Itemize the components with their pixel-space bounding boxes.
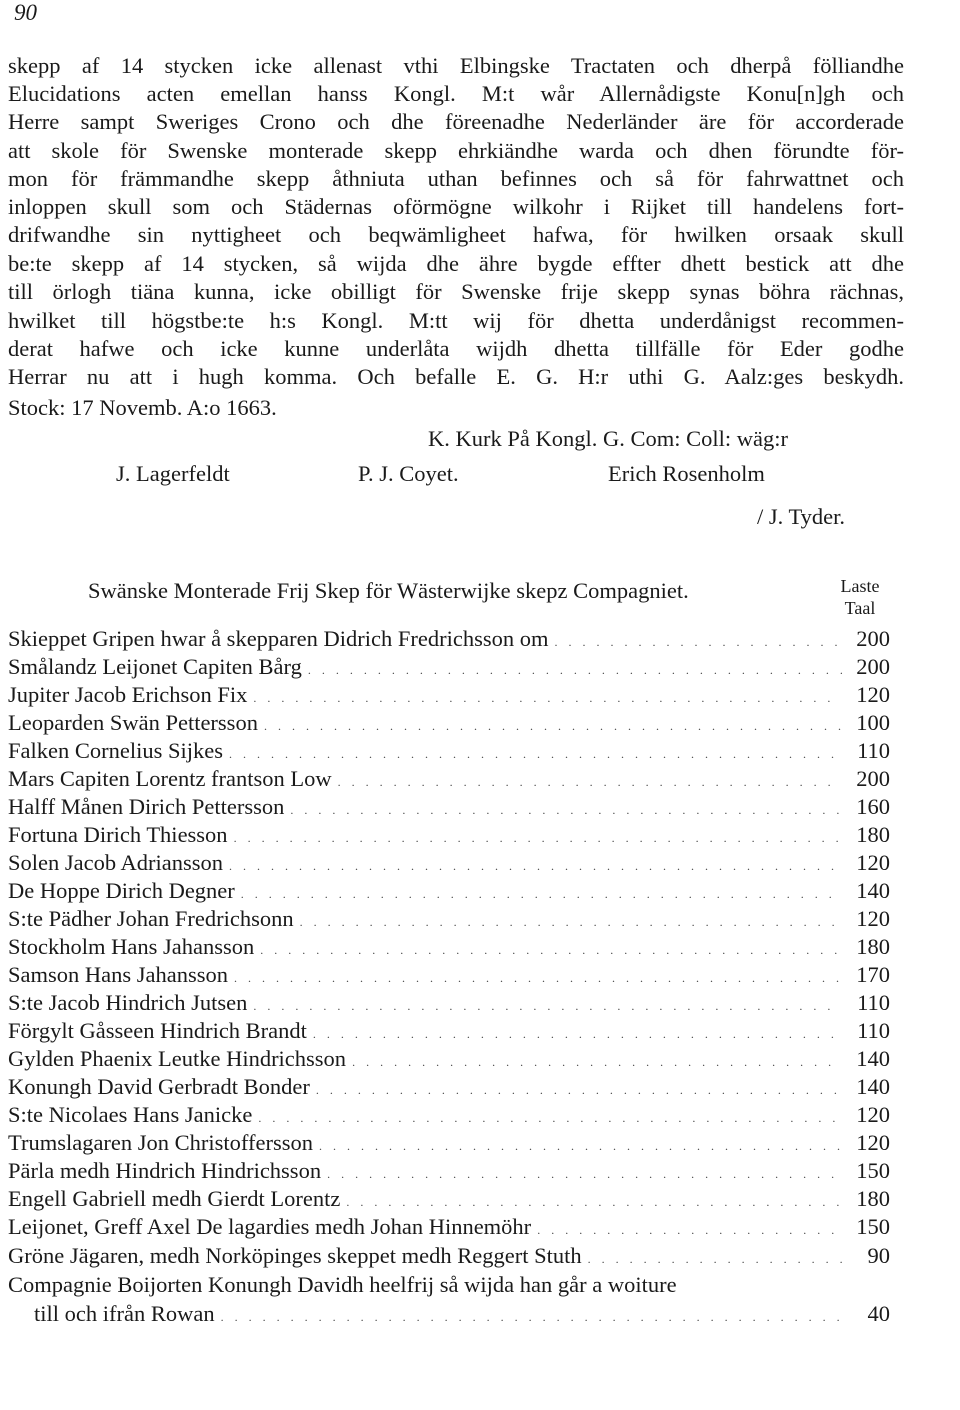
page-number: 90 <box>14 0 37 25</box>
letter-line: mon för främmandhe skepp åthniuta uthan befinnes och så för fahrwattnet och <box>8 166 904 191</box>
ship-name: Gylden Phaenix Leutke Hindrichsson <box>8 1046 347 1071</box>
laste-value: 40 <box>867 1301 890 1326</box>
leader-dots <box>319 1132 842 1160</box>
list-item <box>8 905 890 933</box>
letter-line: skepp af 14 stycken icke allenast vthi Elbingske Tractaten och dherpå fölliandhe <box>8 53 904 78</box>
leader-dots <box>290 796 842 824</box>
leader-dots <box>327 1160 842 1188</box>
laste-value: 200 <box>856 766 890 791</box>
ship-name: Stockholm Hans Jahansson <box>8 934 255 959</box>
leader-dots <box>300 908 842 936</box>
ship-name: Samson Hans Jahansson <box>8 962 228 987</box>
ship-name: Leijonet, Greff Axel De lagardies medh Johan Hinnemöhr <box>8 1214 532 1239</box>
leader-dots <box>229 740 842 768</box>
ship-name: Solen Jacob Adriansson <box>8 850 223 875</box>
list-item <box>8 989 890 1017</box>
laste-value: 110 <box>857 1018 890 1043</box>
dateline: Stock: 17 Novemb. A:o 1663. <box>8 395 277 420</box>
list-item <box>34 1300 890 1328</box>
list-item <box>8 1213 890 1241</box>
list-item <box>8 1157 890 1185</box>
list-item <box>8 1073 890 1101</box>
ship-name: De Hoppe Dirich Degner <box>8 878 235 903</box>
signature-coyet: P. J. Coyet. <box>358 461 459 486</box>
list-item <box>8 709 890 737</box>
letter-line: inloppen skull som och Städernas oförmögne wilkohr i Rijket till handelens fort- <box>8 194 904 219</box>
list-item <box>8 1185 890 1213</box>
ship-name: Gröne Jägaren, medh Norköpinges skeppet medh Reggert Stuth <box>8 1243 582 1268</box>
letter-line: Elucidations acten emellan hanss Kongl. M:t wår Allernådigste Konu[n]gh och <box>8 81 904 106</box>
laste-value: 200 <box>856 626 890 651</box>
letter-line: till örlogh tiäna kunna, icke obilligt för Swenske frije skepp synas böhra rächnas, <box>8 279 904 304</box>
ship-name: Falken Cornelius Sijkes <box>8 738 223 763</box>
laste-value: 90 <box>867 1243 890 1268</box>
list-item <box>8 1129 890 1157</box>
ship-name: Engell Gabriell medh Gierdt Lorentz <box>8 1186 341 1211</box>
leader-dots <box>308 656 842 684</box>
laste-value: 100 <box>856 710 890 735</box>
signature-tyder: / J. Tyder. <box>757 504 846 529</box>
leader-dots <box>313 1020 842 1048</box>
letter-line: derat hafwe och icke kunne underlåta wijdh dhetta tillfälle för Eder godhe <box>8 336 904 361</box>
ship-name: till och ifrån Rowan <box>34 1301 215 1326</box>
laste-value: 160 <box>856 794 890 819</box>
leader-dots <box>338 768 842 796</box>
ship-name: S:te Jacob Hindrich Jutsen <box>8 990 248 1015</box>
list-item <box>8 737 890 765</box>
column-header-line1: Laste <box>840 576 880 596</box>
leader-dots <box>264 712 842 740</box>
list-item <box>8 821 890 849</box>
leader-dots <box>346 1188 842 1216</box>
column-header-laste-taal <box>820 575 900 619</box>
laste-value: 170 <box>856 962 890 987</box>
list-item <box>8 961 890 989</box>
laste-value: 180 <box>856 1186 890 1211</box>
list-item <box>8 1101 890 1129</box>
leader-dots <box>588 1245 842 1273</box>
list-item <box>8 681 890 709</box>
list-item <box>8 933 890 961</box>
list-item <box>8 849 890 877</box>
list-item <box>8 793 890 821</box>
column-header-line2: Taal <box>844 598 876 618</box>
ship-name: Skieppet Gripen hwar å skepparen Didrich Fredrichsson om <box>8 626 549 651</box>
signature-lagerfeldt: J. Lagerfeldt <box>116 461 230 486</box>
leader-dots <box>352 1048 842 1076</box>
letter-line: be:te skepp af 14 stycken, så wijda dhe ähre bygde effter dhett bestick att dhe <box>8 251 904 276</box>
signature-college: K. Kurk På Kongl. G. Com: Coll: wäg:r <box>428 426 788 451</box>
ship-name: S:te Pädher Johan Fredrichsonn <box>8 906 294 931</box>
list-item <box>8 1045 890 1073</box>
leader-dots <box>234 824 842 852</box>
leader-dots <box>554 628 842 656</box>
ship-name: Smålandz Leijonet Capiten Bårg <box>8 654 302 679</box>
letter-line: Herre sampt Sweriges Crono och dhe föreenadhe Nederländer äre för accorderade <box>8 109 904 134</box>
laste-value: 150 <box>856 1158 890 1183</box>
laste-value: 120 <box>856 1102 890 1127</box>
laste-value: 200 <box>856 654 890 679</box>
list-item <box>8 1242 890 1270</box>
letter-line: hwilket till högstbe:te h:s Kongl. M:tt wij för dhetta underdånigst recommen- <box>8 308 904 333</box>
leader-dots <box>537 1216 842 1244</box>
laste-value: 120 <box>856 1130 890 1155</box>
ship-name: Fortuna Dirich Thiesson <box>8 822 228 847</box>
laste-value: 140 <box>856 1074 890 1099</box>
leader-dots <box>234 964 842 992</box>
ship-name: Halff Månen Dirich Pettersson <box>8 794 285 819</box>
laste-value: 140 <box>856 1046 890 1071</box>
leader-dots <box>241 880 842 908</box>
ship-name: Jupiter Jacob Erichson Fix <box>8 682 248 707</box>
laste-value: 180 <box>856 822 890 847</box>
laste-value: 110 <box>857 990 890 1015</box>
ship-name: Mars Capiten Lorentz frantson Low <box>8 766 332 791</box>
leader-dots <box>260 936 842 964</box>
leader-dots <box>253 684 842 712</box>
ship-name: Leoparden Swän Pettersson <box>8 710 258 735</box>
signature-rosenholm: Erich Rosenholm <box>608 461 765 486</box>
laste-value: 120 <box>856 682 890 707</box>
ship-name: Trumslagaren Jon Christoffersson <box>8 1130 313 1155</box>
laste-value: 120 <box>856 850 890 875</box>
ship-name: Konungh David Gerbradt Bonder <box>8 1074 310 1099</box>
leader-dots <box>221 1303 842 1331</box>
laste-value: 150 <box>856 1214 890 1239</box>
ship-name: S:te Nicolaes Hans Janicke <box>8 1102 253 1127</box>
letter-line: att skole för Swenske monterade skepp ehrkiändhe warda och dhen förundte för- <box>8 138 904 163</box>
leader-dots <box>258 1104 842 1132</box>
ship-name: Pärla medh Hindrich Hindrichsson <box>8 1158 322 1183</box>
leader-dots <box>316 1076 842 1104</box>
list-item <box>8 625 890 653</box>
list-item-multiline-first: Compagnie Boijorten Konungh Davidh heelfrij så wijda han går a woiture <box>8 1272 677 1297</box>
leader-dots <box>229 852 842 880</box>
list-item <box>8 653 890 681</box>
laste-value: 180 <box>856 934 890 959</box>
list-item <box>8 765 890 793</box>
list-item <box>8 1017 890 1045</box>
letter-line: drifwandhe sin nyttigheet och beqwämligheet hafwa, för hwilken orsaak skull <box>8 222 904 247</box>
table-title: Swänske Monterade Frij Skep för Wästerwijke skepz Compagniet. <box>88 578 689 603</box>
laste-value: 140 <box>856 878 890 903</box>
laste-value: 110 <box>857 738 890 763</box>
letter-line: Herrar nu att i hugh komma. Och befalle E. G. H:r uthi G. Aalz:ges beskydh. <box>8 364 904 389</box>
list-item <box>8 877 890 905</box>
laste-value: 120 <box>856 906 890 931</box>
leader-dots <box>253 992 842 1020</box>
ship-name: Förgylt Gåsseen Hindrich Brandt <box>8 1018 307 1043</box>
